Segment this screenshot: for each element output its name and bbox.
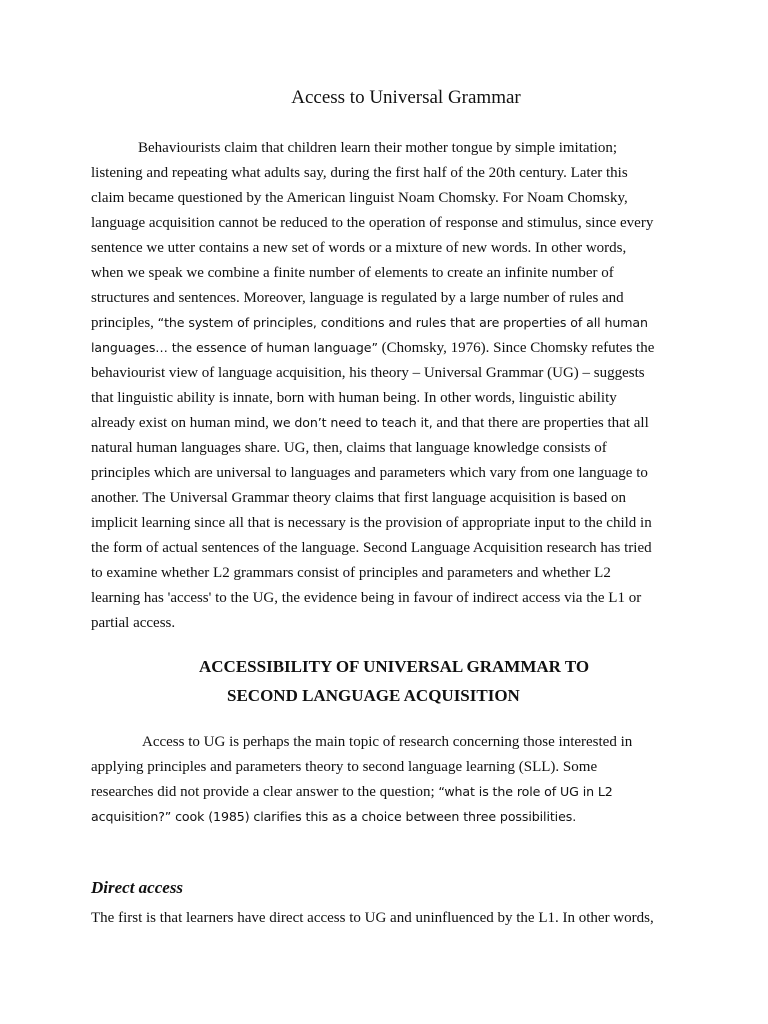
subheading-direct-access: Direct access — [91, 878, 184, 897]
paragraph-line: the form of actual sentences of the language. Second Language Acquisition research has tried — [91, 540, 652, 556]
paragraph-line: Behaviourists claim that children learn their mother tongue by simple imitation; — [138, 140, 618, 156]
section-heading-line-2: SECOND LANGUAGE ACQUISITION — [227, 686, 520, 705]
paragraph-line: implicit learning since all that is necessary is the provision of appropriate input to the child in — [91, 515, 652, 531]
paragraph-line — [91, 338, 654, 358]
paragraph-line: that linguistic ability is innate, born with human being. In other words, linguistic ability — [91, 390, 617, 406]
paragraph-line — [91, 313, 648, 333]
paragraph-line: natural human languages share. UG, then, claims that language knowledge consists of — [91, 440, 607, 456]
paragraph-line: language acquisition cannot be reduced to the operation of response and stimulus, since every — [91, 215, 654, 231]
paragraph-line — [91, 413, 649, 433]
paragraph-line: another. The Universal Grammar theory claims that first language acquisition is based on — [91, 490, 626, 506]
paragraph-line: Access to UG is perhaps the main topic of research concerning those interested in — [142, 734, 633, 750]
quoted-text: “what is the role of UG in L2 — [438, 784, 613, 799]
paragraph-line: structures and sentences. Moreover, language is regulated by a large number of rules and — [91, 290, 624, 306]
paragraph-line: The first is that learners have direct access to UG and uninfluenced by the L1. In other words, — [91, 910, 654, 926]
paragraph-line: acquisition?” cook (1985) clarifies this as a choice between three possibilities. — [91, 809, 577, 824]
paragraph-line — [91, 782, 613, 802]
document-title: Access to Universal Grammar — [291, 87, 521, 108]
sans-text: we don’t need to teach it, — [272, 415, 433, 430]
paragraph-line: behaviourist view of language acquisition, his theory – Universal Grammar (UG) – suggests — [91, 365, 645, 381]
section-heading-line-1: ACCESSIBILITY OF UNIVERSAL GRAMMAR TO — [199, 657, 590, 676]
paragraph-line: partial access. — [91, 615, 176, 631]
line-segment: researches did not provide a clear answer to the question; — [91, 784, 439, 800]
paragraph-line: principles which are universal to languages and parameters which vary from one language to — [91, 465, 648, 481]
quoted-text: languages… the essence of human language” — [91, 340, 378, 355]
paragraph-line: applying principles and parameters theory to second language learning (SLL). Some — [91, 759, 598, 775]
line-segment: already exist on human mind, — [91, 415, 273, 431]
paragraph-line: when we speak we combine a finite number of elements to create an infinite number of — [91, 265, 614, 281]
paragraph-line: listening and repeating what adults say, during the first half of the 20th century. Later this — [91, 165, 628, 181]
paragraph-line: sentence we utter contains a new set of words or a mixture of new words. In other words, — [91, 240, 627, 256]
paragraph-line: learning has 'access' to the UG, the evidence being in favour of indirect access via the L1 or — [91, 590, 642, 606]
line-segment: and that there are properties that all — [432, 415, 649, 431]
paragraph-line: to examine whether L2 grammars consist of principles and parameters and whether L2 — [91, 565, 611, 581]
line-segment: (Chomsky, 1976). Since Chomsky refutes the — [377, 340, 655, 356]
quoted-text: “the system of principles, conditions and rules that are properties of all human — [157, 315, 648, 330]
line-segment: principles, — [91, 315, 158, 331]
paragraph-line: claim became questioned by the American linguist Noam Chomsky. For Noam Chomsky, — [91, 190, 628, 206]
